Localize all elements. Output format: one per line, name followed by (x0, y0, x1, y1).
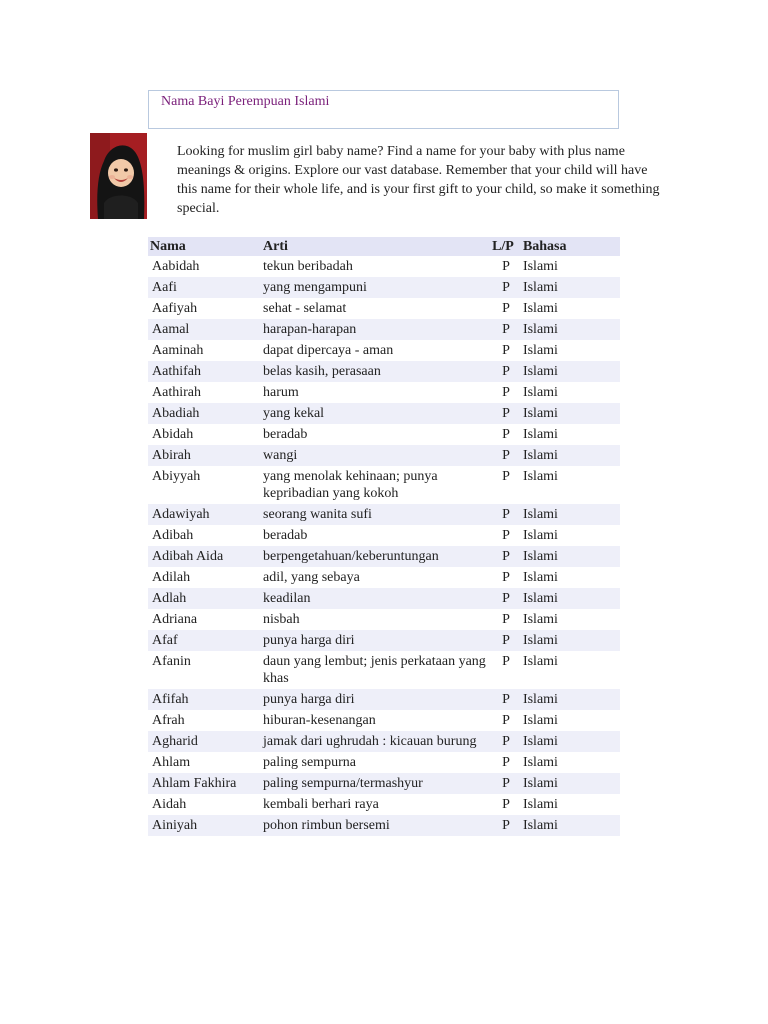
cell-bahasa: Islami (520, 319, 620, 340)
cell-nama: Adilah (152, 570, 191, 585)
cell-nama: Aathirah (152, 385, 201, 400)
cell-bahasa: Islami (522, 469, 558, 484)
cell-arti: daun yang lembut; jenis perkataan yang khas (263, 654, 486, 686)
table-row (148, 794, 620, 815)
cell-arti: kembali berhari raya (263, 797, 379, 812)
cell-bahasa: Islami (520, 689, 620, 710)
cell-lp: P (502, 713, 510, 728)
cell-lp: P (502, 755, 510, 770)
cell-nama: Abadiah (148, 403, 263, 424)
cell-lp: P (492, 504, 520, 525)
table-row (148, 340, 620, 361)
intro-paragraph: Looking for muslim girl baby name? Find a name for your baby with plus name meanings & origins. Explore our vast database. Remember that your child will have this name for their whole life, and is your first gift to your child, so make it something special. (177, 144, 660, 216)
table-row (148, 525, 620, 546)
cell-arti: tekun beribadah (263, 259, 353, 274)
cell-lp: P (492, 277, 520, 298)
cell-bahasa: Islami (522, 570, 558, 585)
cell-nama: Aafiyah (152, 301, 198, 316)
cell-nama: Afrah (152, 713, 185, 728)
table-row (148, 609, 620, 630)
cell-lp: P (502, 797, 510, 812)
cell-lp: P (492, 773, 520, 794)
cell-lp: P (502, 385, 510, 400)
cell-nama: Abidah (152, 427, 194, 442)
table-row (148, 630, 620, 651)
cell-bahasa: Islami (520, 504, 620, 525)
table-row (148, 651, 620, 689)
cell-arti: beradab (263, 528, 308, 543)
cell-bahasa: Islami (520, 277, 620, 298)
cell-nama: Adriana (152, 612, 198, 627)
cell-bahasa: Islami (522, 301, 558, 316)
cell-lp: P (502, 427, 510, 442)
table-row (148, 504, 620, 525)
baby-photo-image (90, 133, 147, 219)
cell-lp: P (492, 815, 520, 836)
cell-lp: P (492, 361, 520, 382)
cell-lp: P (502, 570, 510, 585)
cell-lp: P (502, 259, 510, 274)
cell-lp: P (502, 469, 510, 484)
table-row (148, 752, 620, 773)
cell-lp: P (502, 654, 510, 669)
cell-bahasa: Islami (522, 259, 558, 274)
cell-arti: punya harga diri (263, 689, 492, 710)
table-row (148, 731, 620, 752)
cell-nama: Ainiyah (148, 815, 263, 836)
cell-bahasa: Islami (522, 797, 558, 812)
cell-lp: P (502, 301, 510, 316)
cell-lp: P (492, 403, 520, 424)
cell-bahasa: Islami (520, 815, 620, 836)
cell-nama: Abirah (148, 445, 263, 466)
cell-nama: Ahlam Fakhira (148, 773, 263, 794)
cell-arti: yang kekal (263, 403, 492, 424)
cell-bahasa: Islami (522, 385, 558, 400)
cell-arti: yang menolak kehinaan; punya kepribadian yang kokoh (263, 469, 438, 501)
cell-nama: Aaminah (152, 343, 204, 358)
cell-nama: Afaf (148, 630, 263, 651)
table-row (148, 466, 620, 504)
cell-arti: hiburan-kesenangan (263, 713, 376, 728)
cell-arti: seorang wanita sufi (263, 504, 492, 525)
cell-bahasa: Islami (520, 630, 620, 651)
table-row (148, 689, 620, 710)
table-row (148, 567, 620, 588)
column-header-arti: Arti (263, 237, 492, 256)
cell-arti: belas kasih, perasaan (263, 361, 492, 382)
cell-lp: P (502, 612, 510, 627)
cell-bahasa: Islami (522, 654, 558, 669)
cell-nama: Aidah (152, 797, 187, 812)
baby-photo (90, 133, 147, 219)
cell-arti: harum (263, 385, 299, 400)
cell-arti: yang mengampuni (263, 277, 492, 298)
cell-bahasa: Islami (522, 612, 558, 627)
cell-nama: Adawiyah (148, 504, 263, 525)
cell-bahasa: Islami (522, 755, 558, 770)
cell-nama: Adibah (152, 528, 194, 543)
table-row (148, 319, 620, 340)
cell-bahasa: Islami (520, 361, 620, 382)
page-title: Nama Bayi Perempuan Islami (161, 94, 330, 109)
cell-lp: P (492, 588, 520, 609)
table-row (148, 277, 620, 298)
cell-lp: P (492, 689, 520, 710)
cell-arti: punya harga diri (263, 630, 492, 651)
cell-arti: paling sempurna (263, 755, 356, 770)
table-row (148, 382, 620, 403)
cell-bahasa: Islami (520, 731, 620, 752)
table-row (148, 403, 620, 424)
table-row (148, 588, 620, 609)
cell-nama: Afanin (152, 654, 191, 669)
table-row (148, 773, 620, 794)
cell-nama: Afifah (148, 689, 263, 710)
table-row (148, 424, 620, 445)
cell-bahasa: Islami (520, 445, 620, 466)
cell-bahasa: Islami (522, 528, 558, 543)
cell-arti: adil, yang sebaya (263, 570, 360, 585)
cell-bahasa: Islami (520, 588, 620, 609)
cell-nama: Ahlam (152, 755, 191, 770)
cell-bahasa: Islami (522, 427, 558, 442)
names-table (148, 237, 620, 836)
cell-lp: P (502, 343, 510, 358)
cell-nama: Aathifah (148, 361, 263, 382)
table-header-row (148, 237, 620, 256)
cell-nama: Aabidah (152, 259, 200, 274)
cell-lp: P (492, 445, 520, 466)
table-row (148, 256, 620, 277)
cell-arti: berpengetahuan/keberuntungan (263, 546, 492, 567)
cell-arti: harapan-harapan (263, 319, 492, 340)
cell-arti: wangi (263, 445, 492, 466)
table-row (148, 361, 620, 382)
cell-lp: P (492, 319, 520, 340)
table-row (148, 445, 620, 466)
cell-bahasa: Islami (520, 773, 620, 794)
cell-nama: Adlah (148, 588, 263, 609)
cell-arti: beradab (263, 427, 308, 442)
cell-nama: Adibah Aida (148, 546, 263, 567)
column-header-lp: L/P (492, 237, 520, 256)
column-header-bahasa: Bahasa (520, 237, 620, 256)
cell-arti: jamak dari ughrudah : kicauan burung (263, 731, 492, 752)
cell-bahasa: Islami (520, 546, 620, 567)
cell-arti: nisbah (263, 612, 300, 627)
title-box (148, 90, 619, 129)
table-row (148, 546, 620, 567)
cell-arti: paling sempurna/termashyur (263, 773, 492, 794)
table-row (148, 710, 620, 731)
cell-bahasa: Islami (520, 403, 620, 424)
cell-bahasa: Islami (522, 713, 558, 728)
cell-arti: keadilan (263, 588, 492, 609)
cell-nama: Agharid (148, 731, 263, 752)
cell-nama: Aafi (148, 277, 263, 298)
cell-nama: Abiyyah (152, 469, 201, 484)
table-row (148, 815, 620, 836)
cell-lp: P (502, 528, 510, 543)
cell-arti: sehat - selamat (263, 301, 347, 316)
cell-bahasa: Islami (522, 343, 558, 358)
cell-lp: P (492, 731, 520, 752)
table-row (148, 298, 620, 319)
column-header-nama: Nama (148, 237, 263, 256)
cell-arti: dapat dipercaya - aman (263, 343, 394, 358)
cell-nama: Aamal (148, 319, 263, 340)
cell-lp: P (492, 546, 520, 567)
cell-arti: pohon rimbun bersemi (263, 815, 492, 836)
cell-lp: P (492, 630, 520, 651)
